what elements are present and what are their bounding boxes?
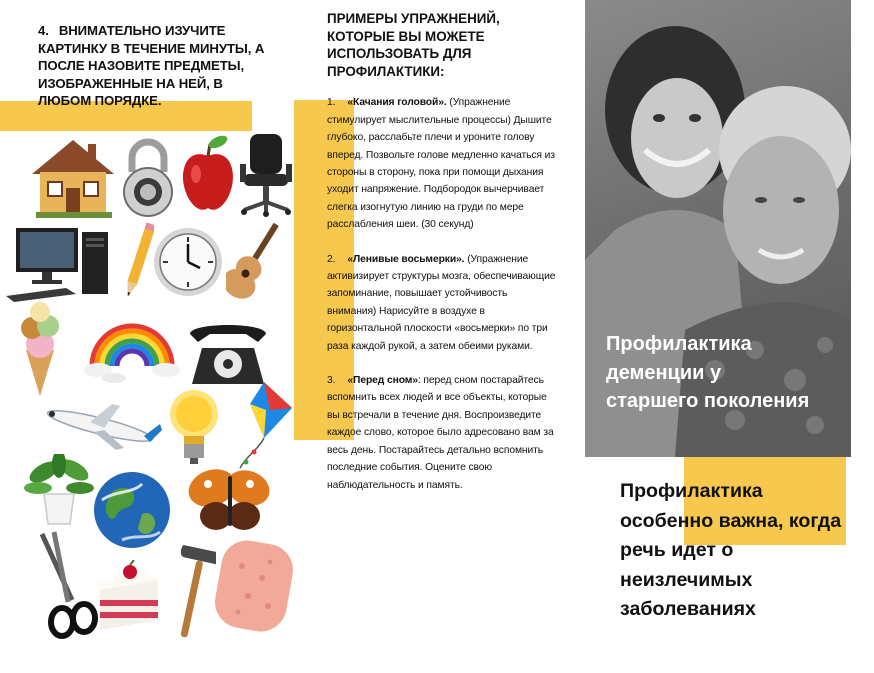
exercise-number: 3.	[327, 375, 336, 387]
computer-icon	[6, 226, 112, 304]
cake-slice-icon	[94, 560, 164, 636]
padlock-icon	[120, 136, 176, 218]
exercise-body: (Упражнение стимулирует мыслительные процессы) Дышите глубоко, расслабьте плечи и уроните голову вперед. Позвольте голове медленно качаться из стороны в сторону, пока при помощи дыхания уходит напряжение. Подбородок вычерчивает слегка изогнутую линию на груди по мере расслабления шеи. (30 секунд)	[327, 97, 555, 231]
telephone-icon	[186, 318, 270, 388]
house-plant-icon	[24, 454, 94, 526]
exercises-heading: ПРИМЕРЫ УПРАЖНЕНИЙ, КОТОРЫЕ ВЫ МОЖЕТЕ ИСПОЛЬЗОВАТЬ ДЛЯ ПРОФИЛАКТИКИ:	[327, 11, 500, 79]
memory-task-text: ВНИМАТЕЛЬНО ИЗУЧИТЕ КАРТИНКУ В ТЕЧЕНИЕ МИНУТЫ, А ПОСЛЕ НАЗОВИТЕ ПРЕДМЕТЫ, ИЗОБРАЖЕННЫЕ НА НЕЙ, В ЛЮБОМ ПОРЯДКЕ.	[38, 23, 265, 109]
cover-title: Профилактика деменции у старшего поколения	[606, 333, 810, 412]
clock-icon	[152, 226, 224, 298]
exercise-item-1	[327, 94, 557, 233]
scissors-icon	[32, 530, 100, 644]
exercise-title: «Ленивые восьмерки».	[347, 253, 465, 265]
house-icon	[28, 134, 118, 220]
rainbow-icon	[84, 310, 180, 384]
apple-icon	[178, 134, 238, 216]
exercise-body: : перед сном постарайтесь вспомнить всех людей и все объекты, которые вы встречали в течение дня. Воспроизведите каждое слово, которое было адресовано вам за весь день. Постарайтесь детально вспомнить последние события. Оцените свою наблюдательность и память.	[327, 375, 554, 491]
guitar-icon	[226, 218, 282, 302]
hammer-icon	[170, 542, 216, 640]
airplane-icon	[38, 394, 166, 454]
cover-tagline: Профилактика особенно важна, когда речь идет о неизлечимых заболеваниях	[620, 480, 842, 620]
exercise-item-3	[327, 372, 557, 494]
memory-task-number: 4.	[38, 23, 49, 38]
earth-globe-icon	[92, 470, 172, 550]
office-chair-icon	[238, 132, 294, 218]
exercise-title: «Качания головой».	[347, 97, 447, 109]
exercise-body: (Упражнение активизирует структуры мозга, обеспечивающие запоминание, повышает устойчивость внимания) Нарисуйте в воздухе в горизонтальной плоскости «восьмерки» по три раза каждой рукой, а затем обеими руками.	[327, 253, 556, 352]
exercise-number: 1.	[327, 97, 336, 109]
light-bulb-icon	[166, 386, 222, 466]
kite-icon	[230, 380, 296, 472]
pencil-icon	[124, 222, 154, 302]
sponge-icon	[212, 536, 296, 636]
exercises-panel	[327, 10, 557, 511]
exercise-item-2	[327, 251, 557, 355]
butterfly-icon	[186, 464, 272, 536]
exercise-title: «Перед сном»	[347, 375, 418, 387]
ice-cream-icon	[14, 300, 66, 398]
exercise-number: 2.	[327, 253, 336, 265]
memory-task-title	[38, 22, 276, 110]
